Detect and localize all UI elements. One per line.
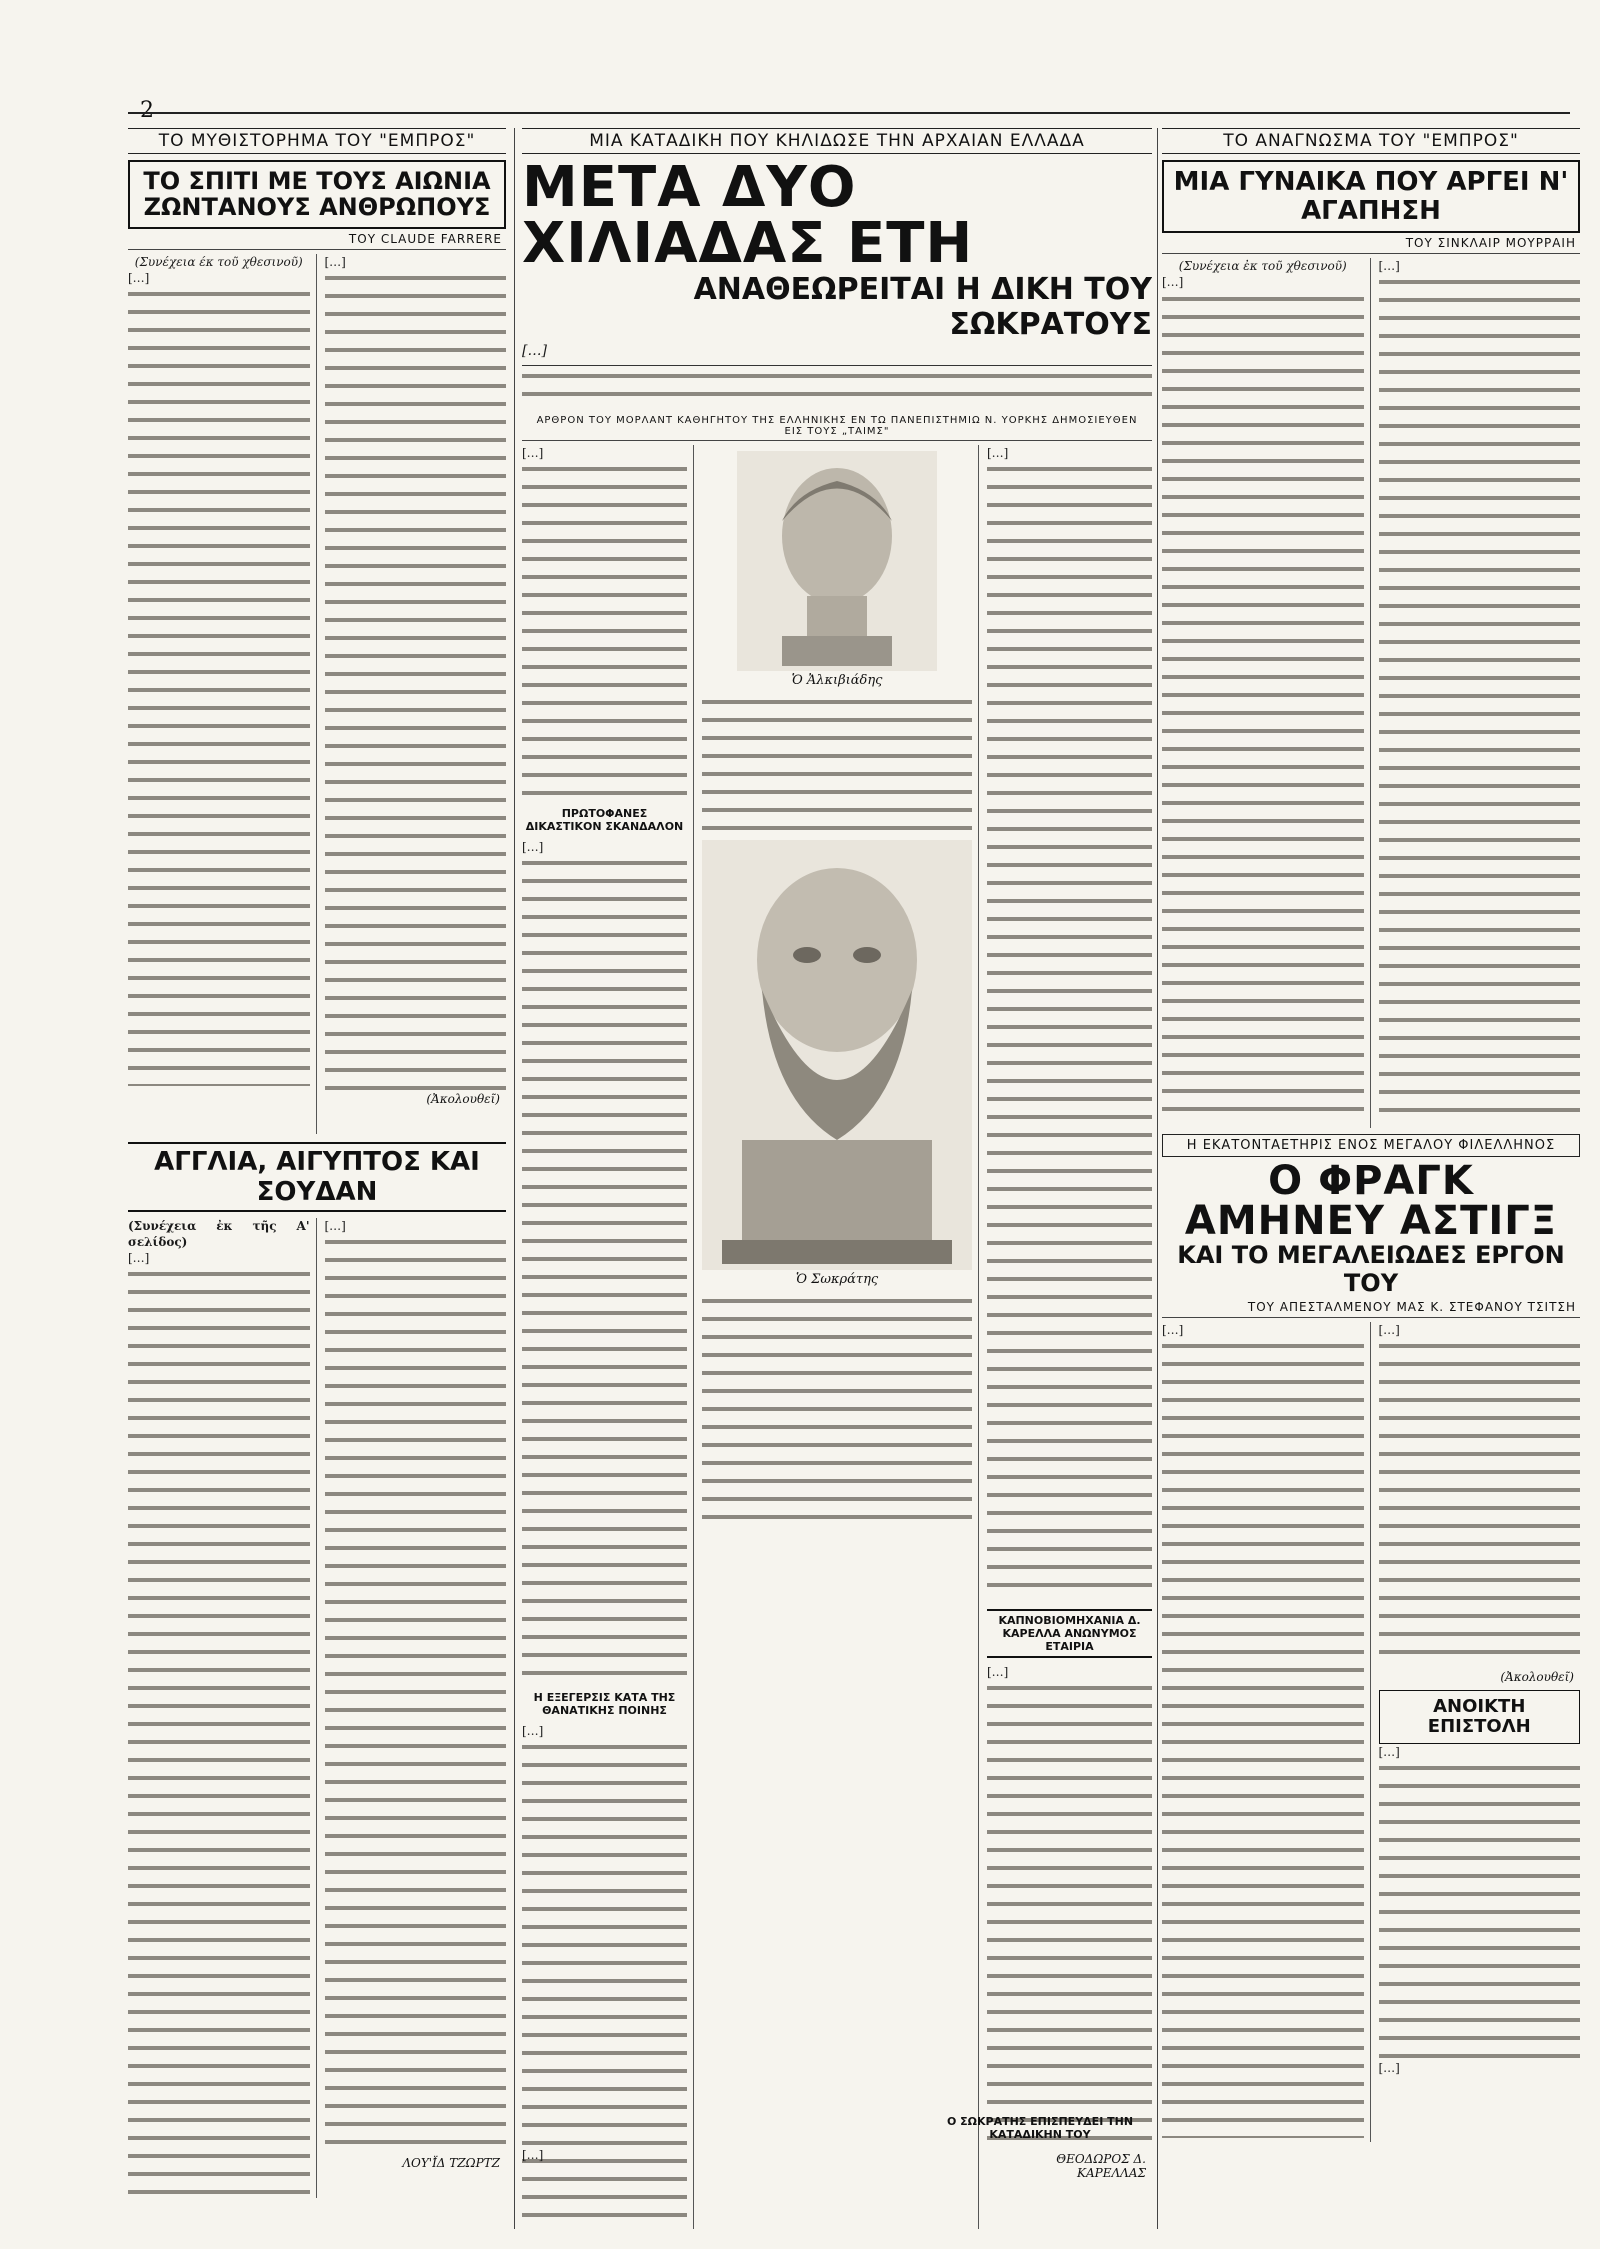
open-letter-text: […] [1378,1744,1400,1759]
top-rule [128,112,1570,114]
karellas-ad-text: […] [987,1665,1009,1680]
reading-text-2: […] [1378,259,1400,274]
socrates-caption: Ὁ Σωκράτης [795,1271,879,1287]
philhellene-continues: (Ἀκολουθεῖ) [1500,1670,1574,1685]
egypt-title: ΑΓΓΛΙΑ, ΑΙΓΥΠΤΟΣ ΚΑΙ ΣΟΥΔΑΝ [128,1142,506,1212]
egypt-body [128,1218,506,2198]
philhellene-headline: Ο ΦΡΑΓΚ ΑΜΗΝΕΥ ΑΣΤΙΓΞ [1184,1158,1558,1245]
philhellene-text-1: […] [1162,1323,1184,1338]
novel-text-2: […] [324,254,346,269]
socrates-subheadline: ΑΝΑΘΕΩΡΕΙΤΑΙ Η ΔΙΚΗ ΤΟΥ ΣΩΚΡΑΤΟΥΣ [693,272,1152,342]
column-socrates [522,128,1152,2229]
socrates-sub-hastens: Ο ΣΩΚΡΑΤΗΣ ΕΠΙΣΠΕΥΔΕΙ ΤΗΝ ΚΑΤΑΔΙΚΗΝ ΤΟΥ [946,2114,1134,2141]
novel-continued: (Συνέχεια έκ τοῦ χθεσινοῦ) [134,254,303,269]
page-number: 2 [140,98,154,123]
text-lines [522,855,687,1685]
column-reading [1162,128,1580,2229]
open-letter-signers: […] [1378,2061,1400,2076]
column-divider [1157,128,1158,2229]
philhellene-byline: ΤΟΥ ΑΠΕΣΤΑΛΜΕΝΟΥ ΜΑΣ Κ. ΣΤΕΦΑΝΟΥ ΤΣΙΤΣΗ [1162,1297,1580,1318]
socrates-sub-death-penalty: Η ΕΞΕΓΕΡΣΙΣ ΚΑΤΑ ΤΗΣ ΘΑΝΑΤΙΚΗΣ ΠΟΙΝΗΣ [533,1691,676,1718]
socrates-sub-scandal: ΠΡΩΤΟΦΑΝΕΣ ΔΙΚΑΣΤΙΚΟΝ ΣΚΑΝΔΑΛΟΝ [525,807,684,834]
reading-body [1162,258,1580,1128]
text-lines [1162,1338,1364,2138]
text-lines [1379,1338,1581,1668]
socrates-body [522,445,1152,2229]
socrates-text-d: […] [987,445,1009,460]
egypt-continued: (Συνέχεια ἐκ τῆς Α' σελίδος) [128,1218,310,1249]
text-lines [522,461,687,801]
novel-body [128,254,506,1134]
text-lines [987,461,1152,1601]
philhellene-strap: Η ΕΚΑΤΟΝΤΑΕΤΗΡΙΣ ΕΝΟΣ ΜΕΓΑΛΟΥ ΦΙΛΕΛΛΗΝΟΣ [1162,1134,1580,1157]
philhellene-subheadline: ΚΑΙ ΤΟ ΜΕΓΑΛΕΙΩΔΕΣ ΕΡΓΟΝ ΤΟΥ [1177,1241,1565,1298]
novel-continues: (Ἀκολουθεῖ) [426,1091,500,1106]
text-lines [1379,274,1581,1114]
socrates-headline: ΜΕΤΑ ΔΥΟ ΧΙΛΙΑΔΑΣ ΕΤΗ [522,155,974,276]
reading-kicker: ΤΟ ΑΝΑΓΝΩΣΜΑ ΤΟΥ "ΕΜΠΡΟΣ" [1162,128,1580,154]
text-lines [522,1739,687,2229]
text-lines [325,1234,507,2154]
karellas-ad-title: ΚΑΠΝΟΒΙΟΜΗΧΑΝΙΑ Δ. ΚΑΡΕΛΛΑ ΑΝΩΝΥΜΟΣ ΕΤΑΙΡΙΑ [987,1609,1152,1658]
column-divider [514,128,515,2229]
philhellene-text-2: […] [1378,1323,1400,1338]
text-lines [128,286,310,1086]
socrates-portrait [702,840,972,1287]
text-lines [987,1680,1152,2150]
reading-text-1: […] [1162,275,1184,290]
socrates-text-b: […] [522,840,544,855]
socrates-text-c: […] [522,1724,544,1739]
egypt-signature: ΛΟΥ'Ϊ́Δ ΤΖΩΡΤΖ [402,2155,500,2170]
alcibiades-portrait [737,451,937,688]
open-letter-title: ΑΝΟΙΚΤΗ ΕΠΙΣΤΟΛΗ [1379,1690,1581,1744]
novel-kicker: ΤΟ ΜΥΘΙΣΤΟΡΗΜΑ ΤΟΥ "ΕΜΠΡΟΣ" [128,128,506,154]
text-lines [325,270,507,1090]
text-lines [702,694,972,834]
socrates-text-a: […] [522,445,544,460]
karellas-ad-signature: ΘΕΟΔΩΡΟΣ Δ. ΚΑΡΕΛΛΑΣ [1056,2152,1146,2181]
column-novel [128,128,506,2229]
text-lines [702,1293,972,1533]
novel-title: ΤΟ ΣΠΙΤΙ ΜΕ ΤΟΥΣ ΑΙΩΝΙΑ ΖΩΝΤΑΝΟΥΣ ΑΝΘΡΩΠΟΥΣ [128,160,506,229]
egypt-text-2: […] [324,1218,346,1233]
text-lines [1379,1760,1581,2060]
socrates-deck: […] [522,342,1152,366]
socrates-byline: ΑΡΘΡΟΝ ΤΟΥ ΜΟΡΛΑΝΤ ΚΑΘΗΓΗΤΟΥ ΤΗΣ ΕΛΛΗΝΙΚΗΣ ΕΝ ΤΩ ΠΑΝΕΠΙΣΤΗΜΙΩ Ν. ΥΟΡΚΗΣ ΔΗΜΟΣΙΕΥΘΕΝ ΕΙΣ ΤΟΥΣ „ΤΑΙΜΣ" [522,412,1152,441]
deck-lines [522,368,1152,408]
reading-continued: (Συνέχεια ἐκ τοῦ χθεσινοῦ) [1178,259,1347,274]
novel-byline: ΤΟΥ CLAUDE FARRERE [128,229,506,250]
reading-title: ΜΙΑ ΓΥΝΑΙΚΑ ΠΟΥ ΑΡΓΕΙ Ν' ΑΓΑΠΗΣΗ [1162,160,1580,233]
socrates-kicker: ΜΙΑ ΚΑΤΑΔΙΚΗ ΠΟΥ ΚΗΛΙΔΩΣΕ ΤΗΝ ΑΡΧΑΙΑΝ ΕΛΛΑΔΑ [522,128,1152,154]
reading-byline: ΤΟΥ ΣΙΝΚΛΑΙΡ ΜΟΥΡΡΑΙΗ [1162,233,1580,254]
philhellene-body [1162,1322,1580,2142]
text-lines [128,1266,310,2196]
alcibiades-caption: Ὁ Ἀλκιβιάδης [791,672,883,688]
socrates-text-f: […] [522,2147,544,2162]
egypt-text-1: […] [128,1251,150,1266]
novel-text-1: […] [128,270,150,285]
text-lines [1162,291,1364,1111]
